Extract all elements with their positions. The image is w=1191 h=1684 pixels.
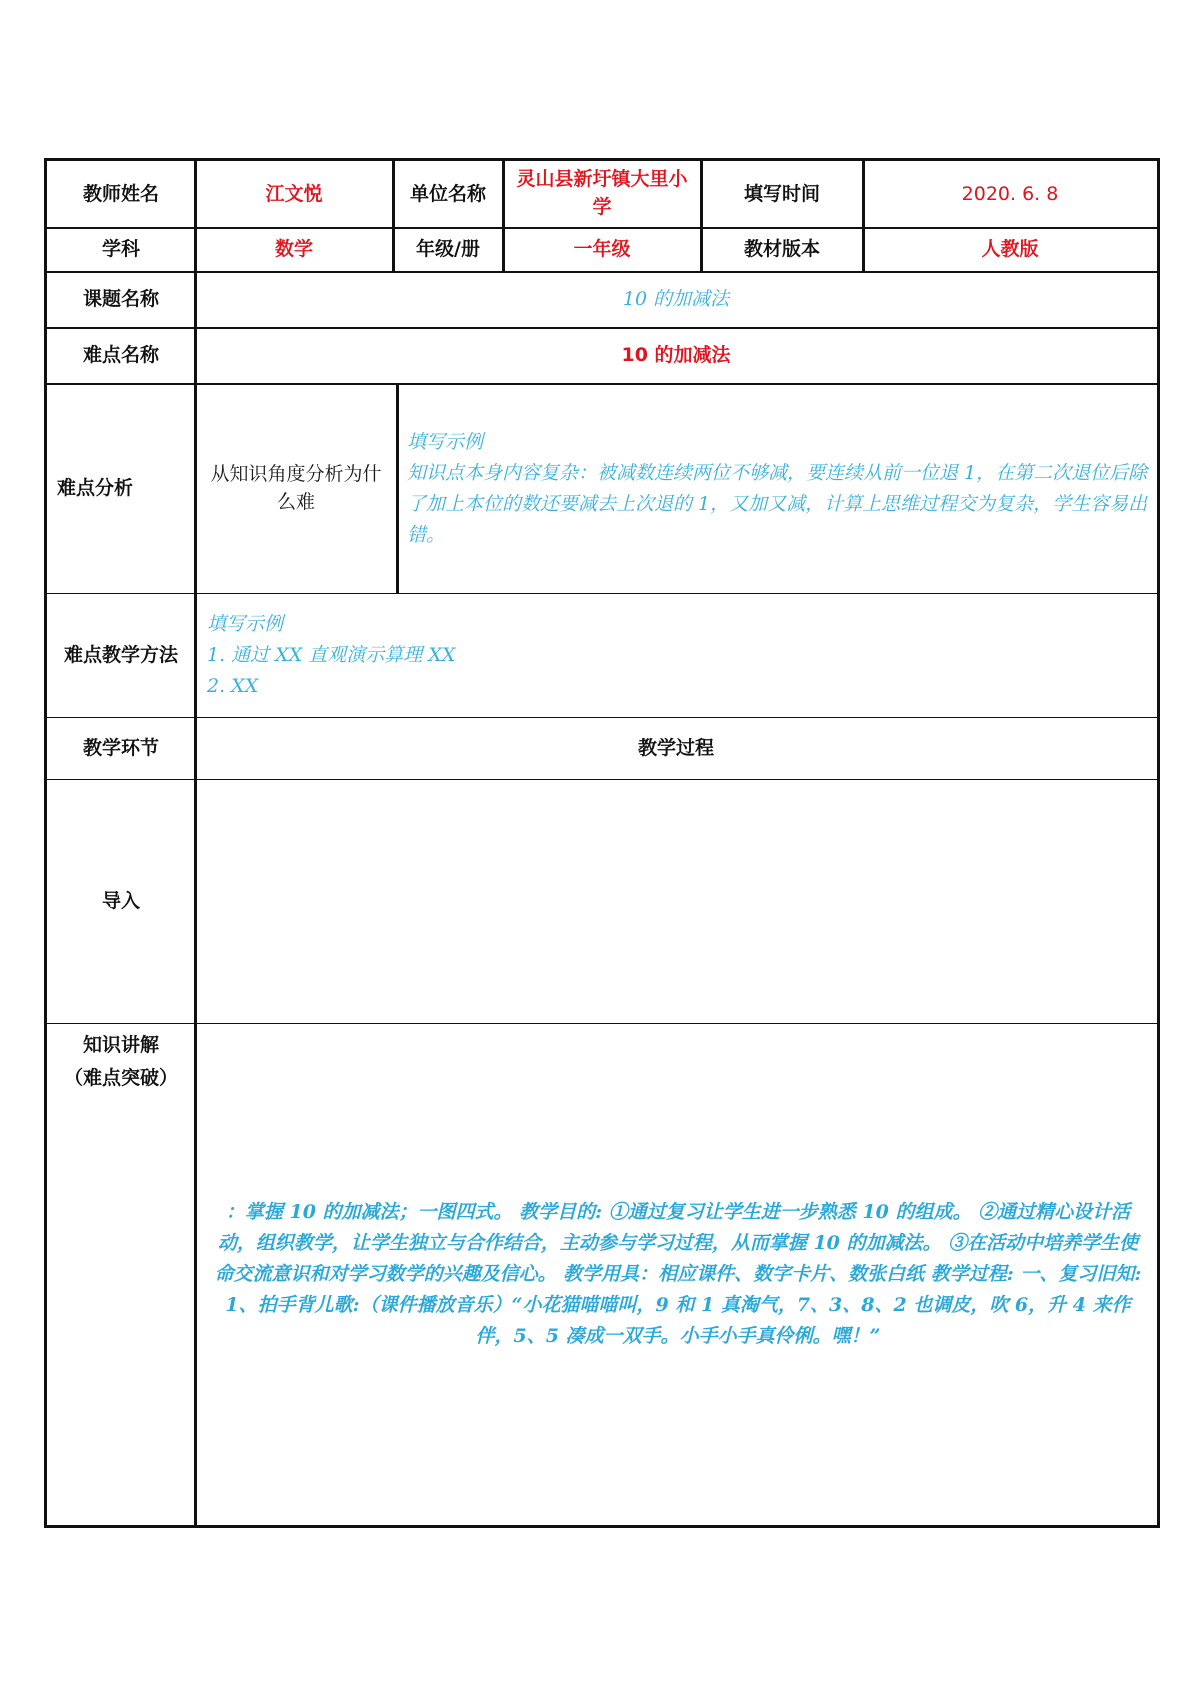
row-divider [47,271,1157,273]
row-divider [47,327,1157,329]
knowledge-label [47,1023,195,1525]
subject-label: 学科 [101,237,140,260]
analysis-label: 难点分析 [57,476,134,499]
row-divider [47,383,1157,385]
difficulty-value: 10 的加减法 [621,343,731,366]
fill-time-value: 2020. 6. 8 [961,182,1059,205]
column-divider [700,161,703,271]
process-step-label: 教学环节 [82,736,159,759]
unit-label: 单位名称 [409,182,486,205]
edition-value: 人教版 [981,237,1039,260]
edition-label: 教材版本 [743,237,820,260]
process-title: 教学过程 [637,736,714,759]
knowledge-label-line2: （难点突破） [63,1067,178,1089]
teacher-value: 江文悦 [265,182,323,205]
method-content [195,593,1157,717]
row-divider [47,593,1157,594]
unit-value: 灵山县新圩镇大里小学 [516,168,688,218]
column-divider [502,161,505,271]
fill-time-label: 填写时间 [743,182,820,205]
row-divider [47,717,1157,718]
analysis-example-text: 知识点本身内容复杂：被减数连续两位不够减，要连续从前一位退 1，在第二次退位后除了加上本位的数还要减去上次退的 1，又加又减，计算上思维过程交为复杂，学生容易出错。 [407,462,1148,546]
method-item: 1. 通过 XX 直观演示算理 XX [207,644,456,666]
topic-value: 10 的加减法 [622,287,730,310]
column-divider [392,161,395,271]
row-divider [47,227,1157,229]
difficulty-label: 难点名称 [82,343,159,366]
column-divider [862,161,865,271]
analysis-example [397,383,1157,593]
analysis-example-title: 填写示例 [407,431,484,453]
teacher-label: 教师姓名 [82,182,159,205]
intro-label: 导入 [101,889,140,912]
analysis-sub-label: 从知识角度分析为什么难 [210,462,382,513]
row-divider [47,779,1157,780]
subject-value: 数学 [274,237,313,260]
row-divider [47,1023,1157,1024]
column-divider [194,161,197,1525]
lesson-plan-table [44,158,1160,1528]
grade-label: 年级/册 [416,237,480,260]
method-item: 2. XX [207,675,259,697]
topic-label: 课题名称 [82,287,159,310]
intro-content [195,779,1157,1023]
knowledge-content: ：掌握 10 的加减法；一图四式。 教学目的: ①通过复习让学生进一步熟悉 10 的组成。 ②通过精心设计活动，组织教学，让学生独立与合作结合，主动参与学习过程，从而掌握 10 的加减法。 ③在活动中培养学生使命交流意识和对学习数学的兴趣及信心。 教学用具：相应课件、数字卡片、数张白纸 教学过程: 一、复习旧知: 1、拍手背儿歌:（课件播放音乐）“小花猫喵喵叫，9 和 1 真淘气，7、3、8、2 也调皮，吹 6，升 4 来作伴，5、5 凑成一双手。小手小手真伶俐。嘿！” [214,1200,1142,1347]
method-example-title: 填写示例 [207,613,284,635]
grade-value: 一年级 [573,237,631,260]
knowledge-label-line1: 知识讲解 [82,1034,159,1056]
column-divider [396,383,399,593]
method-label: 难点教学方法 [63,643,178,666]
